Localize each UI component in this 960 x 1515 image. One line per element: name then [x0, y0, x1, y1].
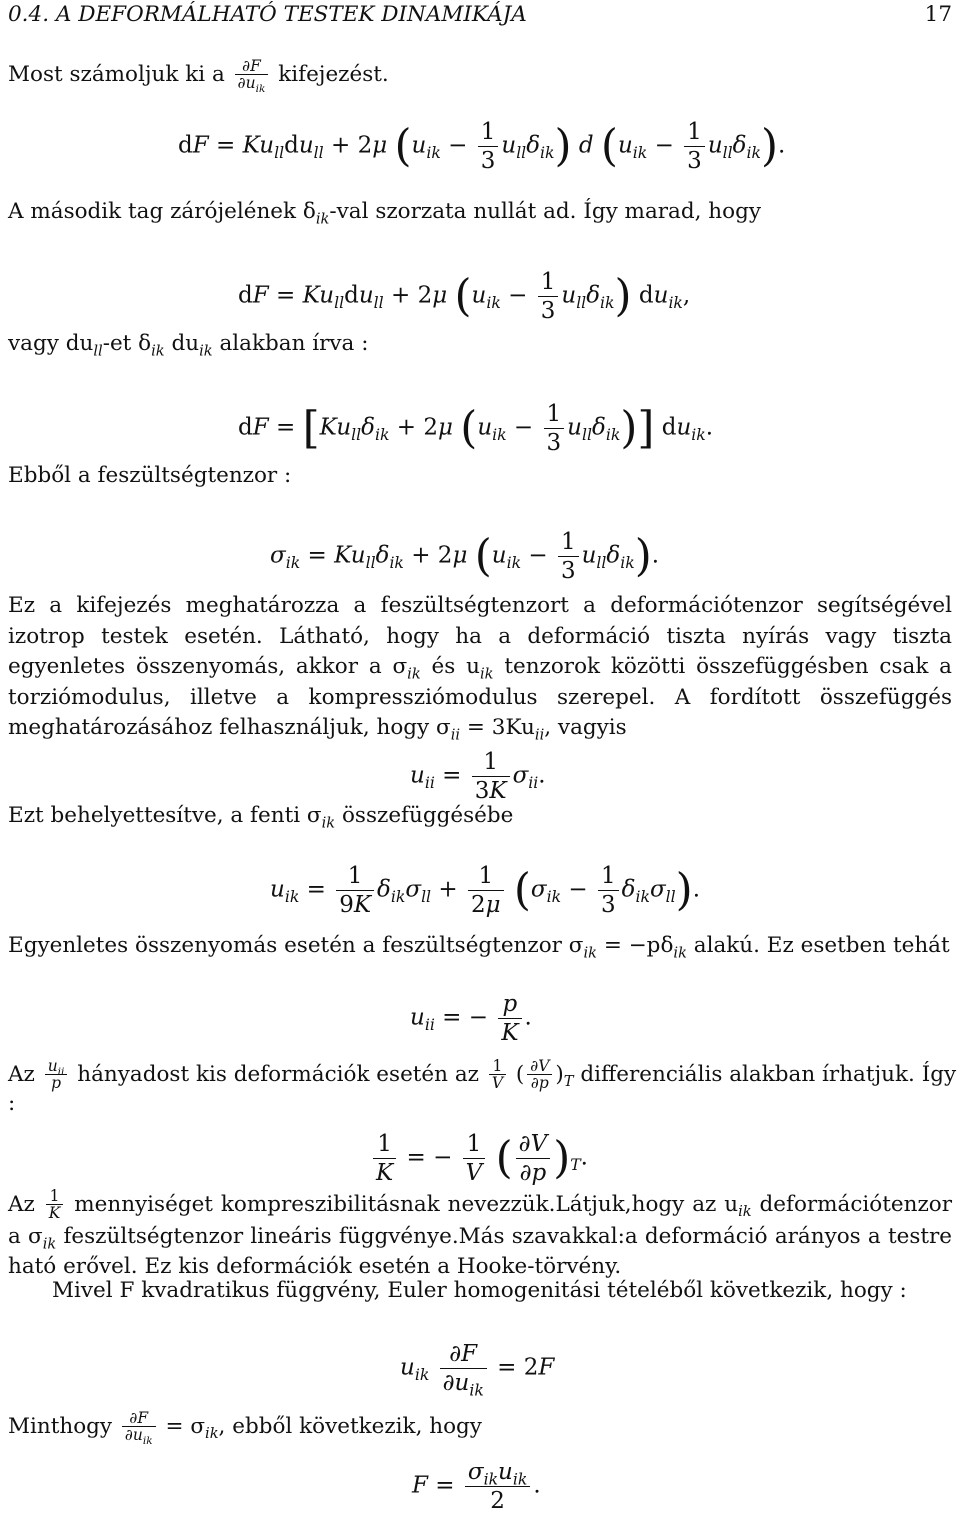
- equation-3: dF = [$Ku_{ll}\delta_{ik} + 2\mu$ ($u_{ik}$ − $\frac{1}{3}$ $u_{ll}\delta_{ik}$)] $du_{ik}$.: [238, 401, 714, 456]
- text-span: Egyenletes összenyomás esetén a feszültségtenzor σ: [8, 933, 584, 958]
- fraction: $\frac{1}{K}$: [46, 1188, 64, 1222]
- fraction: $u_{ii}$ p: [45, 1058, 68, 1092]
- text-span: feszültségtenzor lineáris függvénye.Más szavakkal:a deformáció arányos a testre ható erővel. Ez kis deformációk esetén a Hooke-törvény.: [8, 1223, 952, 1279]
- paragraph-1: Ez a kifejezés meghatározza a feszültségtenzort a deformációtenzor segítségével izotrop testek esetén. Látható, hogy ha a deformáció tiszta nyírás vagy tiszta egyenletes összenyomás, akkor a $\sigma_{ik}$ és $u_{ik}$ tenzorok közötti összefüggésben csak a torziómodulus, illetve a kompressziómodulus szerepel. A fordított összefüggés meghatározásához felhasználjuk, hogy $\sigma_{ii} = 3Ku_{ii}$, vagyis: [8, 593, 952, 744]
- text-span: , ebből következik, hogy: [218, 1413, 482, 1439]
- paragraph-3: [52, 1277, 952, 1305]
- section-title: 0.4. A DEFORMÁLHATÓ TESTEK DINAMIKÁJA: [8, 2, 527, 27]
- text-span: és u: [420, 654, 480, 679]
- equation-10: F = $\sigma_{ik}u_{ik}$ 2 .: [412, 1459, 541, 1514]
- text-span: Minthogy: [8, 1413, 113, 1439]
- text-span: Ebből a feszültségtenzor :: [8, 463, 292, 488]
- text-span: Ezt behelyettesítve, a fenti σ: [8, 803, 322, 828]
- text-line-7b: [8, 1090, 952, 1118]
- text-line-2: A második tag zárójelének $\delta_{ik}$-val szorzata nullát ad. Így marad, hogy: [8, 199, 761, 228]
- text-span: A második tag zárójelének δ: [8, 199, 316, 224]
- text-span: deformációtenzor a σ: [8, 1191, 952, 1249]
- equation-8: $\frac{1}{K}$ = − $\frac{1}{V}$ ( $\frac{\partial V}{\partial p}$ )$_T$.: [370, 1130, 588, 1187]
- text-span: alakú. Ez esetben tehát: [686, 933, 950, 958]
- text-span: Ez a kifejezés meghatározza a feszültségtenzort a deformációtenzor segítségével izotrop testek esetén. Látható, hogy ha a deformáció tiszta nyírás vagy tiszta egyenletes összenyomás, akkor a σ: [8, 593, 952, 679]
- text-line-1: [8, 57, 952, 96]
- text-span: Az: [8, 1061, 35, 1087]
- text-span: tenzorok közötti összefüggésben csak a torziómodulus, illetve a kompressziómodulus szerepel. A fordított összefüggés meghatározásához felhasználjuk, hogy σ: [8, 654, 952, 740]
- text-span: kifejezést.: [278, 61, 389, 87]
- text-span: -et δ: [102, 331, 152, 356]
- text-line-7: Az $u_{ii}$ p hányadost kis deformációk esetén az $\frac{1}{V}$ ( $\frac{\partial V}{\partial p}$ )$_T$ differenciális alakban írhatjuk. Így: [8, 1057, 957, 1093]
- text-span: vagy du: [8, 331, 94, 356]
- text-span: differenciális alakban írhatjuk. Így: [580, 1061, 957, 1087]
- equation-7: $u_{ii}$ = − $\frac{p}{K}$ .: [410, 991, 532, 1046]
- text-span: Most számoljuk ki a: [8, 61, 225, 87]
- text-line-5: Ezt behelyettesítve, a fenti $\sigma_{ik}$ összefüggésébe: [8, 803, 514, 832]
- text-span: összefüggésébe: [335, 803, 514, 828]
- text-span: :: [8, 1091, 16, 1116]
- text-line-4: [8, 462, 952, 490]
- fraction: ∂F $\partial u_{ik}$: [122, 1410, 156, 1444]
- text-span: alakban írva :: [212, 331, 369, 356]
- text-span: , vagyis: [544, 715, 627, 740]
- text-span: mennyiséget kompreszibilitásnak nevezzük.Látjuk,hogy az u: [74, 1191, 739, 1217]
- equation-1: dF = $Ku_{ll}du_{ll} + 2\mu$ ($u_{ik}$ − $\frac{1}{3}$ $u_{ll}\delta_{ik}$) d ($u_{ik}$ − $\frac{1}{3}$ $u_{ll}\delta_{ik}$).: [178, 119, 786, 174]
- text-span: = 3Ku: [460, 715, 535, 740]
- text-span: du: [164, 331, 200, 356]
- equation-4: $\sigma_{ik} = Ku_{ll}\delta_{ik} + 2\mu$ ($u_{ik}$ − $\frac{1}{3}$ $u_{ll}\delta_{ik}$).: [270, 529, 660, 584]
- text-span: = −pδ: [596, 933, 674, 958]
- paragraph-2: Az $\frac{1}{K}$ mennyiséget kompreszibilitásnak nevezzük.Látjuk,hogy az $u_{ik}$ deformációtenzor a $\sigma_{ik}$ feszültségtenzor lineáris függvénye.Más szavakkal:a deformáció arányos a testre ható erővel. Ez kis deformációk esetén a Hooke-törvény.: [8, 1187, 952, 1279]
- text-span: -val szorzata nullát ad. Így marad, hogy: [329, 199, 761, 224]
- text-span: Az: [8, 1191, 35, 1217]
- fraction: ∂F $\partial u_{ik}$: [235, 58, 269, 92]
- page-number: 17: [924, 2, 952, 27]
- text-span: = σ: [165, 1413, 206, 1439]
- equation-2: dF = $Ku_{ll}du_{ll} + 2\mu$ ($u_{ik}$ − $\frac{1}{3}$ $u_{ll}\delta_{ik}$) $du_{ik}$,: [238, 269, 691, 324]
- text-span: hányadost kis deformációk esetén az: [77, 1061, 479, 1087]
- equation-9: $u_{ik}$ ∂F $\partial u_{ik}$ = 2F: [400, 1341, 555, 1400]
- fraction: $\frac{1}{V}$: [489, 1058, 506, 1092]
- text-line-6: Egyenletes összenyomás esetén a feszültségtenzor $\sigma_{ik} = -p\delta_{ik}$ alakú. Ez esetben tehát: [8, 933, 950, 962]
- text-line-8: Minthogy ∂F $\partial u_{ik}$ = $\sigma_{ik}$, ebből következik, hogy: [8, 1409, 482, 1448]
- text-line-3: vagy $du_{ll}-et$ $\delta_{ik}$ $du_{ik}$ alakban írva :: [8, 331, 369, 360]
- running-header: [8, 2, 952, 27]
- text-span: Mivel F kvadratikus függvény, Euler homogenitási tételéből következik, hogy :: [52, 1278, 907, 1303]
- equation-6: $u_{ik}$ = $\frac{1}{9K}$ $\delta_{ik}\sigma_{ll}$ + $\frac{1}{2\mu}$ ($\sigma_{ik}$ − $\frac{1}{3}$ $\delta_{ik}\sigma_{ll}$).: [270, 863, 701, 918]
- equation-5: $u_{ii}$ = $\frac{1}{3K}$ $\sigma_{ii}$.: [410, 749, 546, 804]
